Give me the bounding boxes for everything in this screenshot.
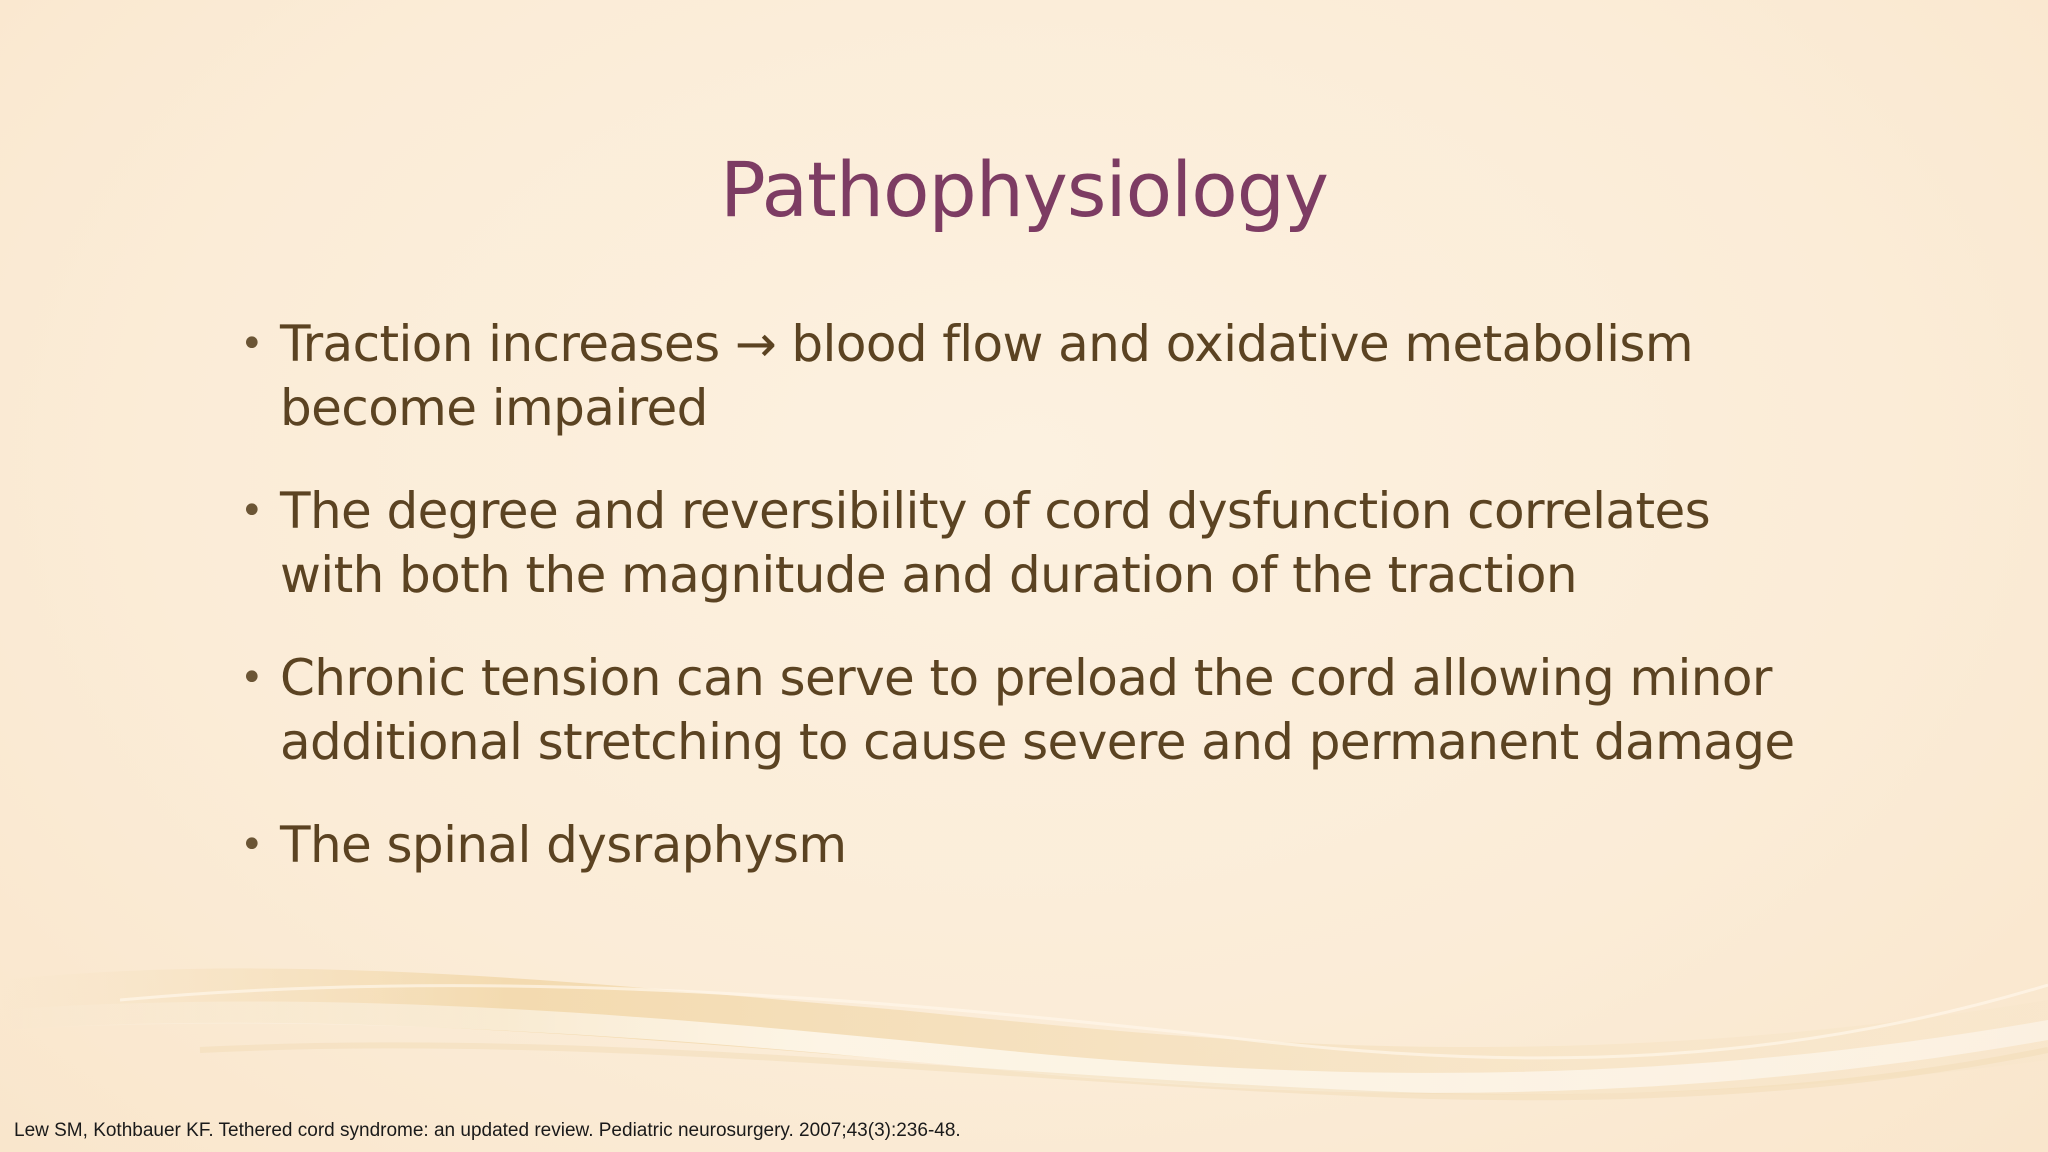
bullet-text: Chronic tension can serve to preload the cord allowing minor additional stretching to cause severe and permanent damage [280,649,1795,771]
bullet-item [240,813,1800,877]
bullet-dot-icon: • [240,655,263,701]
bullet-text: The spinal dysraphysm [280,816,847,874]
bullet-item [240,312,1800,440]
bullet-item [240,479,1800,607]
bullet-text: The degree and reversibility of cord dysfunction correlates with both the magnitude and duration of the traction [280,482,1711,604]
bullet-dot-icon: • [240,822,263,868]
bullet-item [240,646,1800,774]
bullet-dot-icon: • [240,488,263,534]
citation-footnote: Lew SM, Kothbauer KF. Tethered cord syndrome: an updated review. Pediatric neurosurgery. 2007;43(3):236-48. [14,1120,961,1141]
bullet-dot-icon: • [240,321,263,367]
bullet-text: Traction increases → blood flow and oxidative metabolism become impaired [280,315,1693,437]
bullet-list [240,312,1800,916]
slide-title: Pathophysiology [720,145,1328,234]
